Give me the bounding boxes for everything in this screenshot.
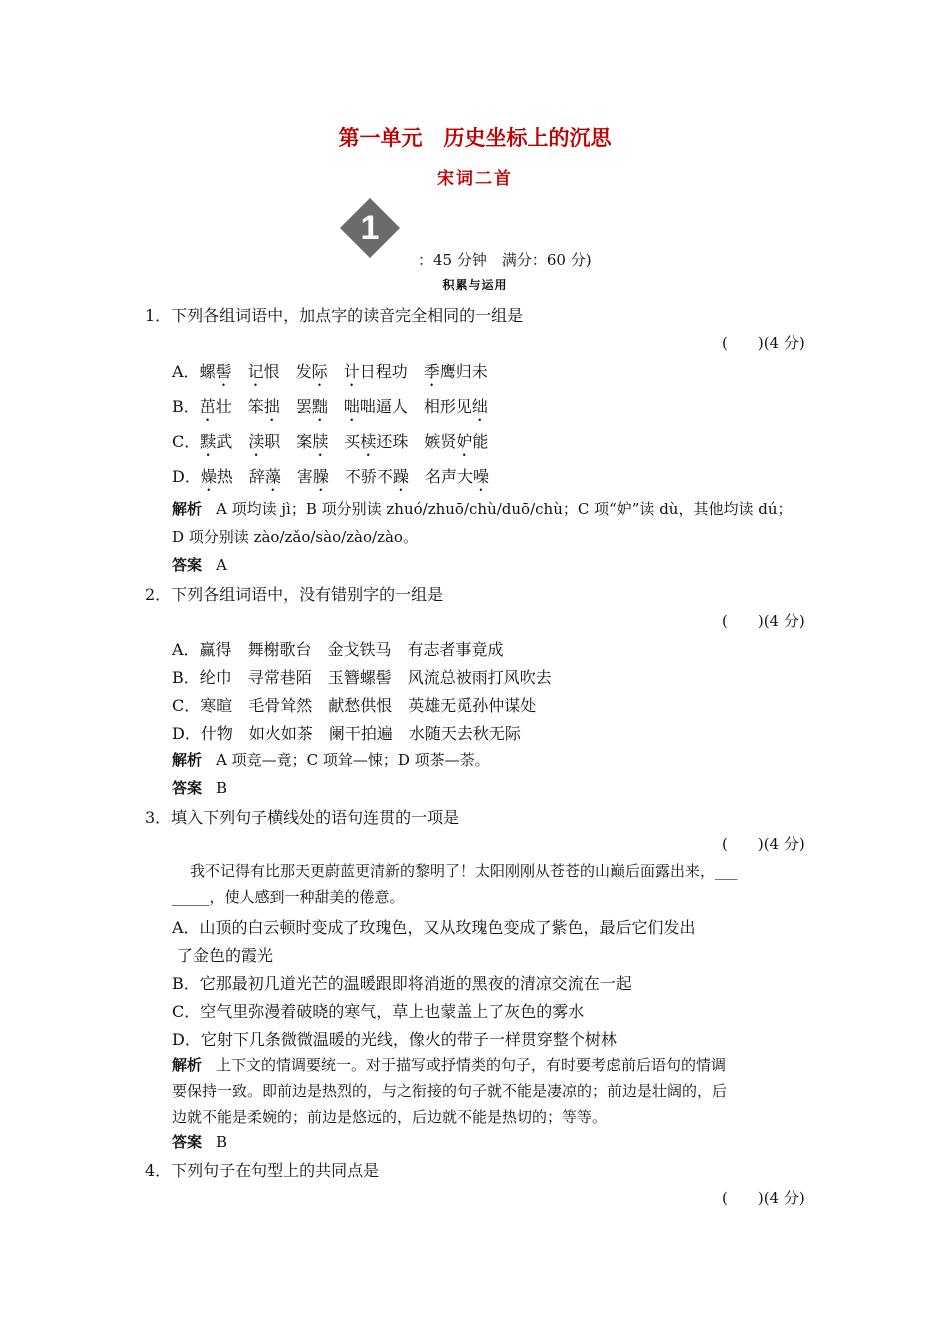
page-title: 第一单元 历史坐标上的沉思 (338, 125, 612, 150)
question-4-stem: 4．下列句子在句型上的共同点是 (145, 1161, 380, 1180)
q1-analysis-line-1: 解析 A 项均读 jì；B 项分别读 zhuó/zhuō/chù/duō/chù；C 项“妒”读 dù，其他均读 dú； (172, 500, 793, 518)
q1-answer: 答案 A (172, 556, 227, 574)
q3-analysis-line-1: 解析 上下文的情调要统一。对于描写或抒情类的句子，有时要考虑前后语句的情调 (172, 1056, 727, 1074)
q3-option-c: C．空气里弥漫着破晓的寒气，草上也蒙盖上了灰色的雾水 (172, 1002, 585, 1021)
question-1-score: ( )(4 分) (722, 334, 805, 352)
time-info: ：45 分钟 满分：60 分) (418, 251, 592, 269)
question-4-score: ( )(4 分) (722, 1189, 805, 1207)
q3-answer: 答案 B (172, 1133, 228, 1151)
q3-option-d: D．它射下几条微微温暖的光线，像火的带子一样贯穿整个树林 (172, 1030, 617, 1049)
q1-option-a: A．螺髻 记恨 发际 计日程功 季鹰归未 (172, 362, 488, 381)
q2-analysis: 解析 A 项竞—竟；C 项耸—悚；D 项茶—荼。 (172, 751, 490, 769)
q3-analysis-line-3: 边就不能是柔婉的；前边是悠远的，后边就不能是热切的；等等。 (172, 1108, 608, 1126)
question-2-score: ( )(4 分) (722, 612, 805, 630)
question-3-score: ( )(4 分) (722, 835, 805, 853)
question-1-stem: 1．下列各组词语中，加点字的读音完全相同的一组是 (145, 306, 524, 325)
q3-option-a-line-1: A．山顶的白云顿时变成了玫瑰色，又从玫瑰色变成了紫色，最后它们发出 (172, 918, 696, 937)
lesson-subtitle: 宋词二首 (437, 169, 513, 189)
section-heading: 积累与运用 (442, 278, 508, 292)
q1-analysis-line-2: D 项分别读 zào/zǎo/sào/zào/zào。 (172, 528, 418, 546)
q1-option-d: D．燥热 辞藻 害臊 不骄不躁 名声大噪 (172, 467, 489, 486)
q2-option-d: D．什物 如火如茶 阑干拍遍 水随天去秋无际 (172, 724, 521, 743)
q2-option-a: A．赢得 舞榭歌台 金戈铁马 有志者事竟成 (172, 640, 504, 659)
q2-option-c: C．寒暄 毛骨耸然 献愁供恨 英雄无觅孙仲谋处 (172, 696, 537, 715)
q3-passage-line-2: _____，使人感到一种甜美的倦意。 (172, 888, 405, 906)
q1-option-c: C．黩武 渎职 案牍 买椟还珠 嫉贤妒能 (172, 432, 489, 451)
question-2-stem: 2．下列各组词语中，没有错别字的一组是 (145, 585, 444, 604)
badge-digit: 1 (360, 209, 380, 247)
q3-option-b: B．它那最初几道光芒的温暖跟即将消逝的黑夜的清凉交流在一起 (172, 974, 632, 993)
question-3-stem: 3．填入下列句子横线处的语句连贯的一项是 (145, 808, 460, 827)
q1-option-b: B．茁壮 笨拙 罢黜 咄咄逼人 相形见绌 (172, 397, 488, 416)
q3-option-a-line-2: 了金色的霞光 (177, 946, 274, 965)
q2-option-b: B．纶巾 寻常巷陌 玉簪螺髻 风流总被雨打风吹去 (172, 668, 552, 687)
q3-passage-line-1: 我不记得有比那天更蔚蓝更清新的黎明了！太阳刚刚从苍苍的山巅后面露出来，___ (190, 862, 738, 880)
unit-badge-icon (338, 196, 402, 260)
q2-answer: 答案 B (172, 779, 228, 797)
q3-analysis-line-2: 要保持一致。即前边是热烈的，与之衔接的句子就不能是凄凉的；前边是壮阔的，后 (172, 1082, 728, 1100)
